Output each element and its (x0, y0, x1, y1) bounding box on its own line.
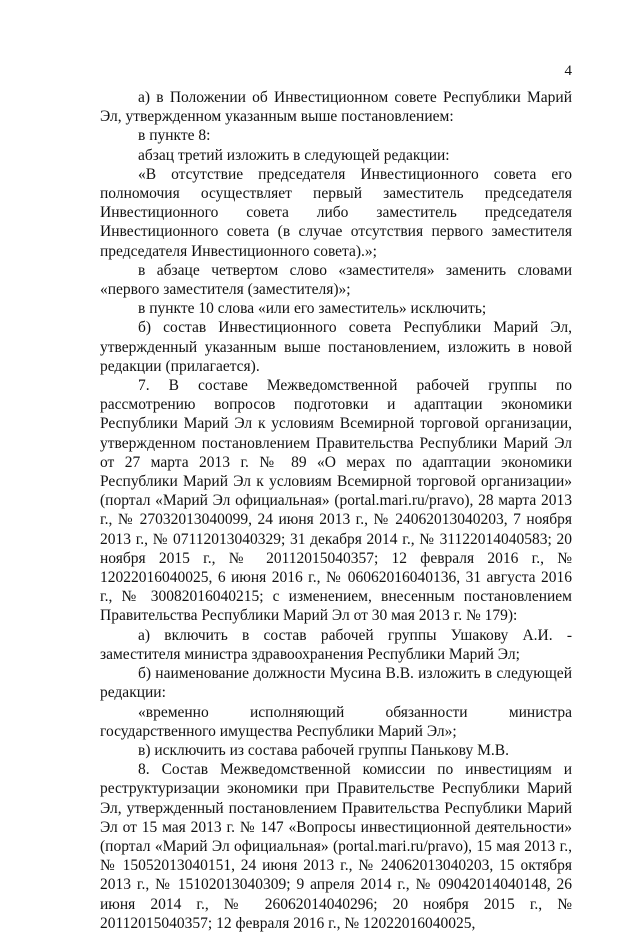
paragraph: абзац третий изложить в следующей редакции: (138, 146, 450, 164)
paragraph: в пункте 10 слова «или его заместитель» исключить; (138, 300, 487, 318)
paragraph: в абзаце четвертом слово «заместителя» заменить словами «первого заместителя (заместителя)»; (100, 261, 572, 299)
paragraph: «временно исполняющий обязанности министра государственного имущества Республики Марий Эл»; (100, 703, 572, 740)
paragraph: а) в Положении об Инвестиционном совете Республики Марий Эл, утвержденном указанным выше постановлением: (100, 89, 572, 126)
paragraph: б) состав Инвестиционного совета Республики Марий Эл, утвержденный указанным выше постановлением, изложить в новой редакции (прилагается). (100, 319, 572, 375)
page-number: 4 (564, 63, 572, 79)
paragraph: в) исключить из состава рабочей группы Панькову М.В. (138, 741, 509, 759)
paragraph: 8. Состав Межведомственной комиссии по инвестициям и реструктуризации экономики при Правительстве Республики Марий Эл, утвержденный постановлением Правительства Республики Марий Эл от 15 мая 2013 г. № 147 «Вопросы инвестиционной деятельности» (портал «Марий Эл официальная» (portal.mari.ru/pravo), 15 мая 2013 г., № 15052013040151, 24 июня 2013 г., № 24062013040203, 15 октября 2013 г., № 15102013040309; 9 апреля 2014 г., № 09042014040148, 26 июня 2014 г., № 26062014040296; 20 ноября 2015 г., № 20112015040357; 12 февраля 2016 г., № 12022016040025, (100, 761, 572, 932)
paragraph: в пункте 8: (138, 127, 211, 145)
paragraph: 7. В составе Межведомственной рабочей группы по рассмотрению вопросов подготовки и адаптации экономики Республики Марий Эл к условиям Всемирной торговой организации, утвержденном постановлением Правительства Республики Марий Эл от 27 марта 2013 г. № 89 «О мерах по адаптации экономики Республики Марий Эл к условиям Всемирной торговой организации» (портал «Марий Эл официальная» (portal.mari.ru/pravo), 28 марта 2013 г., № 27032013040099, 24 июня 2013 г., № 24062013040203, 7 ноября 2013 г., № 07112013040329; 31 декабря 2014 г., № 31122014040583; 20 ноября 2015 г., № 20112015040357; 12 февраля 2016 г., № 12022016040025, 6 июня 2016 г., № 06062016040136, 31 августа 2016 г., № 30082016040215; с изменением, внесенным постановлением Правительства Республики Марий Эл от 30 мая 2013 г. № 179): (100, 377, 572, 625)
paragraph: б) наименование должности Мусина В.В. изложить в следующей редакции: (100, 665, 572, 702)
document-body (100, 88, 572, 933)
paragraph: а) включить в состав рабочей группы Ушакову А.И. - заместителя министра здравоохранения Республики Марий Эл; (100, 626, 572, 663)
paragraph: «В отсутствие председателя Инвестиционного совета его полномочия осуществляет первый заместитель председателя Инвестиционного совета либо заместитель председателя Инвестиционного совета (в случае отсутствия первого заместителя председателя Инвестиционного совета).»; (100, 165, 572, 260)
